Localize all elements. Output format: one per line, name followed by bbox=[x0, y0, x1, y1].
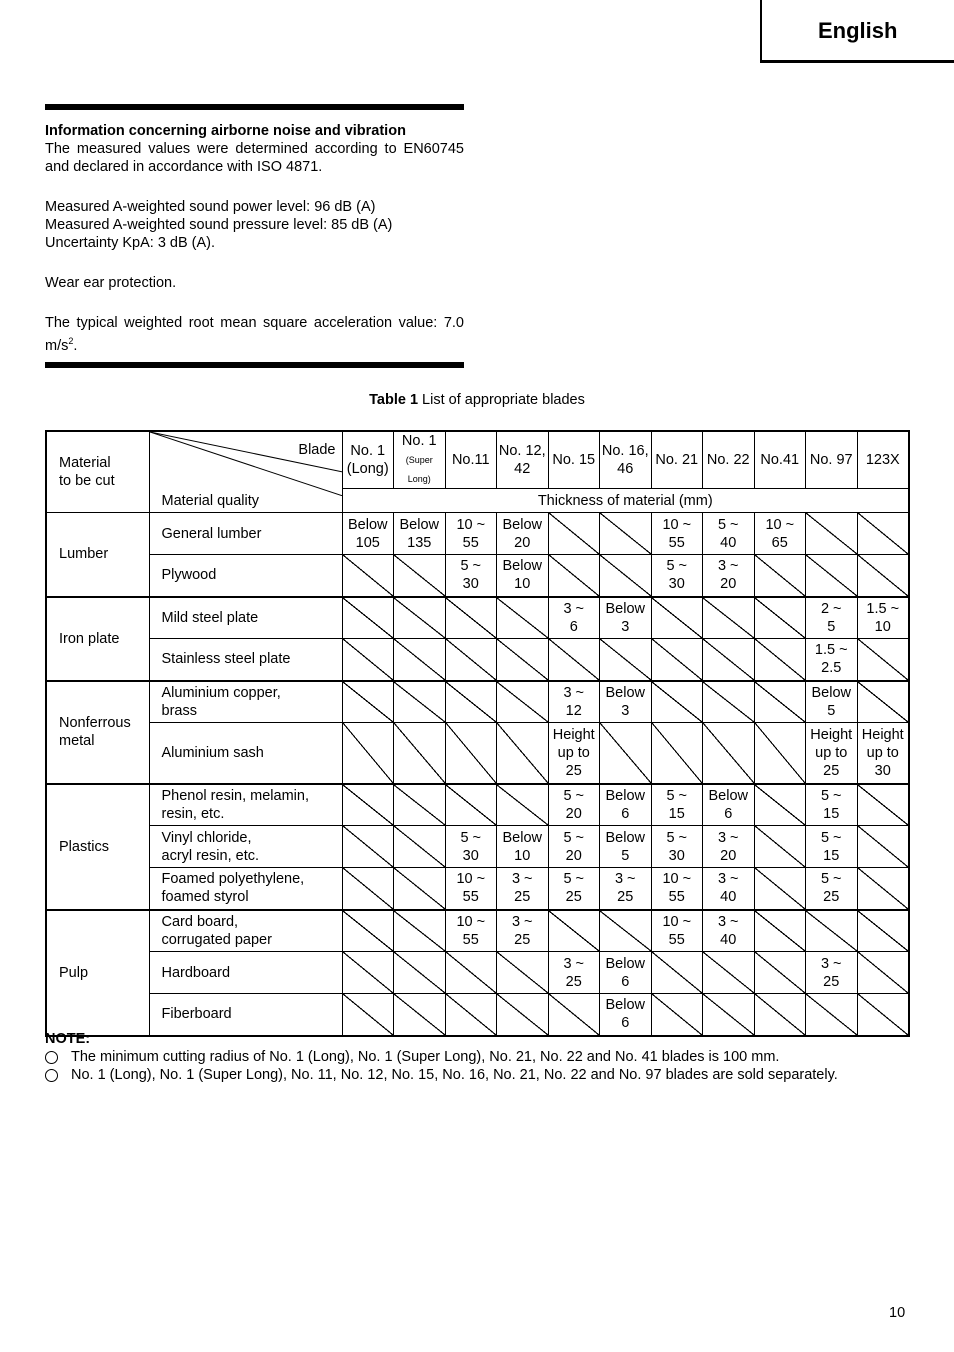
thickness-cell: Height up to 25 bbox=[806, 723, 858, 784]
not-applicable-cell bbox=[857, 639, 909, 681]
not-applicable-cell bbox=[394, 784, 446, 826]
not-applicable-cell bbox=[342, 681, 394, 723]
bottom-rule bbox=[45, 362, 464, 368]
thickness-cell: Below 6 bbox=[600, 952, 652, 994]
blade-header: No. 16, 46 bbox=[600, 431, 652, 489]
note-section bbox=[45, 1030, 908, 1084]
not-applicable-cell bbox=[445, 784, 497, 826]
thickness-cell: 5 ~ 25 bbox=[806, 868, 858, 910]
thickness-cell: 3 ~ 40 bbox=[703, 910, 755, 952]
not-applicable-cell bbox=[342, 868, 394, 910]
thickness-cell: Below 6 bbox=[600, 994, 652, 1036]
quality-cell: General lumber bbox=[149, 513, 342, 555]
table-row bbox=[46, 723, 909, 784]
not-applicable-cell bbox=[342, 597, 394, 639]
note-heading: NOTE: bbox=[45, 1031, 91, 1047]
blade-header: 123X bbox=[857, 431, 909, 489]
not-applicable-cell bbox=[857, 681, 909, 723]
thickness-cell: 3 ~ 25 bbox=[497, 868, 549, 910]
not-applicable-cell bbox=[703, 639, 755, 681]
category-cell: Iron plate bbox=[46, 597, 149, 681]
table-row bbox=[46, 555, 909, 597]
thickness-cell: 3 ~ 25 bbox=[600, 868, 652, 910]
thickness-cell: 5 ~ 20 bbox=[548, 784, 600, 826]
blade-label: Blade bbox=[298, 442, 336, 458]
circle-bullet-icon bbox=[45, 1051, 58, 1064]
blade-header: No. 21 bbox=[651, 431, 703, 489]
thickness-cell: Below 10 bbox=[497, 826, 549, 868]
not-applicable-cell bbox=[857, 868, 909, 910]
not-applicable-cell bbox=[548, 910, 600, 952]
not-applicable-cell bbox=[857, 910, 909, 952]
not-applicable-cell bbox=[754, 681, 806, 723]
not-applicable-cell bbox=[754, 597, 806, 639]
not-applicable-cell bbox=[497, 723, 549, 784]
not-applicable-cell bbox=[394, 555, 446, 597]
table-row bbox=[46, 826, 909, 868]
category-cell: Nonferrous metal bbox=[46, 681, 149, 784]
thickness-cell: 10 ~ 55 bbox=[445, 513, 497, 555]
not-applicable-cell bbox=[600, 513, 652, 555]
not-applicable-cell bbox=[806, 513, 858, 555]
quality-cell: Foamed polyethylene, foamed styrol bbox=[149, 868, 342, 910]
quality-cell: Aluminium sash bbox=[149, 723, 342, 784]
not-applicable-cell bbox=[548, 555, 600, 597]
not-applicable-cell bbox=[754, 784, 806, 826]
not-applicable-cell bbox=[394, 868, 446, 910]
thickness-cell: 2 ~ 5 bbox=[806, 597, 858, 639]
not-applicable-cell bbox=[497, 681, 549, 723]
thickness-cell: Below 5 bbox=[600, 826, 652, 868]
thickness-cell: 3 ~ 25 bbox=[806, 952, 858, 994]
thickness-cell: Height up to 30 bbox=[857, 723, 909, 784]
not-applicable-cell bbox=[394, 639, 446, 681]
info-intro: The measured values were determined according to EN60745 and declared in accordance with ISO 4871. bbox=[45, 141, 464, 175]
not-applicable-cell bbox=[445, 597, 497, 639]
not-applicable-cell bbox=[445, 639, 497, 681]
thickness-cell: 5 ~ 15 bbox=[651, 784, 703, 826]
language-tab bbox=[760, 0, 954, 63]
thickness-cell: 5 ~ 15 bbox=[806, 784, 858, 826]
blade-header: No. 12, 42 bbox=[497, 431, 549, 489]
not-applicable-cell bbox=[754, 952, 806, 994]
ear-protection-note: Wear ear protection. bbox=[45, 275, 177, 291]
blades-table bbox=[45, 430, 910, 1037]
thickness-cell: 5 ~ 30 bbox=[445, 555, 497, 597]
not-applicable-cell bbox=[394, 597, 446, 639]
not-applicable-cell bbox=[703, 952, 755, 994]
quality-label: Material quality bbox=[161, 493, 260, 509]
thickness-cell: 10 ~ 55 bbox=[445, 910, 497, 952]
vibration-value: The typical weighted root mean square acceleration value: 7.0 $m/s^2$. bbox=[45, 315, 464, 354]
not-applicable-cell bbox=[394, 952, 446, 994]
not-applicable-cell bbox=[497, 639, 549, 681]
thickness-cell: 1.5 ~ 2.5 bbox=[806, 639, 858, 681]
not-applicable-cell bbox=[806, 555, 858, 597]
category-cell: Lumber bbox=[46, 513, 149, 597]
top-rule bbox=[45, 104, 464, 110]
thickness-cell: 3 ~ 12 bbox=[548, 681, 600, 723]
thickness-cell: Below 3 bbox=[600, 597, 652, 639]
thickness-cell: 3 ~ 20 bbox=[703, 826, 755, 868]
thickness-cell: 3 ~ 6 bbox=[548, 597, 600, 639]
category-cell: Plastics bbox=[46, 784, 149, 910]
thickness-cell: Below 5 bbox=[806, 681, 858, 723]
blade-header: No. 97 bbox=[806, 431, 858, 489]
thickness-cell: 5 ~ 20 bbox=[548, 826, 600, 868]
header-row bbox=[46, 431, 909, 489]
quality-cell: Fiberboard bbox=[149, 994, 342, 1036]
table-row bbox=[46, 784, 909, 826]
thickness-cell: 5 ~ 15 bbox=[806, 826, 858, 868]
not-applicable-cell bbox=[600, 723, 652, 784]
not-applicable-cell bbox=[651, 639, 703, 681]
not-applicable-cell bbox=[651, 597, 703, 639]
not-applicable-cell bbox=[857, 784, 909, 826]
not-applicable-cell bbox=[342, 910, 394, 952]
thickness-cell: 5 ~ 25 bbox=[548, 868, 600, 910]
thickness-cell: 10 ~ 55 bbox=[651, 868, 703, 910]
quality-cell: Mild steel plate bbox=[149, 597, 342, 639]
not-applicable-cell bbox=[548, 639, 600, 681]
not-applicable-cell bbox=[600, 639, 652, 681]
blade-header: No.11 bbox=[445, 431, 497, 489]
table-row bbox=[46, 597, 909, 639]
not-applicable-cell bbox=[857, 952, 909, 994]
corner-header bbox=[149, 431, 342, 513]
not-applicable-cell bbox=[754, 868, 806, 910]
note-item: The minimum cutting radius of No. 1 (Long), No. 1 (Super Long), No. 21, No. 22 and No. 41 blades is 100 mm. bbox=[45, 1048, 908, 1066]
quality-cell: Plywood bbox=[149, 555, 342, 597]
blade-header: No. 1 (Long) bbox=[342, 431, 394, 489]
noise-vibration-info bbox=[45, 104, 464, 368]
thickness-cell: 10 ~ 55 bbox=[445, 868, 497, 910]
not-applicable-cell bbox=[445, 723, 497, 784]
not-applicable-cell bbox=[754, 910, 806, 952]
table-row bbox=[46, 513, 909, 555]
quality-cell: Vinyl chloride, acryl resin, etc. bbox=[149, 826, 342, 868]
thickness-cell: 3 ~ 20 bbox=[703, 555, 755, 597]
blade-header: No.41 bbox=[754, 431, 806, 489]
not-applicable-cell bbox=[497, 952, 549, 994]
thickness-cell: Below 20 bbox=[497, 513, 549, 555]
not-applicable-cell bbox=[651, 723, 703, 784]
thickness-cell: 10 ~ 55 bbox=[651, 910, 703, 952]
not-applicable-cell bbox=[394, 910, 446, 952]
not-applicable-cell bbox=[342, 639, 394, 681]
not-applicable-cell bbox=[342, 784, 394, 826]
thickness-cell: 10 ~ 65 bbox=[754, 513, 806, 555]
not-applicable-cell bbox=[754, 639, 806, 681]
thickness-cell: Below 6 bbox=[600, 784, 652, 826]
thickness-cell: 10 ~ 55 bbox=[651, 513, 703, 555]
not-applicable-cell bbox=[754, 723, 806, 784]
thickness-cell: 1.5 ~ 10 bbox=[857, 597, 909, 639]
not-applicable-cell bbox=[600, 555, 652, 597]
table-row bbox=[46, 952, 909, 994]
not-applicable-cell bbox=[394, 723, 446, 784]
thickness-cell: Below 105 bbox=[342, 513, 394, 555]
thickness-cell: 3 ~ 25 bbox=[548, 952, 600, 994]
language-label: English bbox=[818, 18, 898, 43]
blade-header: No. 22 bbox=[703, 431, 755, 489]
not-applicable-cell bbox=[497, 597, 549, 639]
table-row bbox=[46, 639, 909, 681]
not-applicable-cell bbox=[548, 513, 600, 555]
not-applicable-cell bbox=[754, 826, 806, 868]
quality-cell: Hardboard bbox=[149, 952, 342, 994]
not-applicable-cell bbox=[600, 910, 652, 952]
thickness-cell: 5 ~ 30 bbox=[445, 826, 497, 868]
sound-power-level: Measured A-weighted sound power level: 96 dB (A) bbox=[45, 199, 376, 215]
quality-cell: Aluminium copper, brass bbox=[149, 681, 342, 723]
quality-cell: Card board, corrugated paper bbox=[149, 910, 342, 952]
not-applicable-cell bbox=[651, 952, 703, 994]
thickness-cell: 3 ~ 25 bbox=[497, 910, 549, 952]
not-applicable-cell bbox=[651, 681, 703, 723]
category-cell: Pulp bbox=[46, 910, 149, 1036]
thickness-cell: 5 ~ 30 bbox=[651, 555, 703, 597]
not-applicable-cell bbox=[342, 723, 394, 784]
blade-header: No. 15 bbox=[548, 431, 600, 489]
thickness-cell: Below 3 bbox=[600, 681, 652, 723]
not-applicable-cell bbox=[857, 555, 909, 597]
info-title: Information concerning airborne noise and vibration bbox=[45, 123, 406, 139]
not-applicable-cell bbox=[754, 555, 806, 597]
thickness-cell: Below 10 bbox=[497, 555, 549, 597]
thickness-cell: 5 ~ 40 bbox=[703, 513, 755, 555]
not-applicable-cell bbox=[703, 597, 755, 639]
not-applicable-cell bbox=[445, 681, 497, 723]
table-row bbox=[46, 910, 909, 952]
thickness-header: Thickness of material (mm) bbox=[342, 489, 909, 513]
not-applicable-cell bbox=[497, 784, 549, 826]
not-applicable-cell bbox=[857, 513, 909, 555]
not-applicable-cell bbox=[394, 681, 446, 723]
table-row bbox=[46, 681, 909, 723]
not-applicable-cell bbox=[703, 723, 755, 784]
not-applicable-cell bbox=[342, 952, 394, 994]
page-number: 10 bbox=[889, 1305, 906, 1321]
not-applicable-cell bbox=[703, 681, 755, 723]
not-applicable-cell bbox=[857, 826, 909, 868]
not-applicable-cell bbox=[342, 826, 394, 868]
thickness-cell: Height up to 25 bbox=[548, 723, 600, 784]
material-header: Material to be cut bbox=[46, 431, 149, 513]
thickness-cell: 3 ~ 40 bbox=[703, 868, 755, 910]
not-applicable-cell bbox=[445, 952, 497, 994]
blade-header: No. 1 (Super Long) bbox=[394, 431, 446, 489]
not-applicable-cell bbox=[394, 826, 446, 868]
note-item: No. 1 (Long), No. 1 (Super Long), No. 11, No. 12, No. 15, No. 16, No. 21, No. 22 and No. 97 blades are sold separately. bbox=[45, 1066, 908, 1084]
quality-cell: Phenol resin, melamin, resin, etc. bbox=[149, 784, 342, 826]
not-applicable-cell bbox=[342, 555, 394, 597]
thickness-cell: Below 6 bbox=[703, 784, 755, 826]
sound-pressure-level: Measured A-weighted sound pressure level: 85 dB (A) bbox=[45, 217, 393, 233]
uncertainty: Uncertainty KpA: 3 dB (A). bbox=[45, 235, 216, 251]
thickness-cell: Below 135 bbox=[394, 513, 446, 555]
not-applicable-cell bbox=[806, 910, 858, 952]
thickness-cell: 5 ~ 30 bbox=[651, 826, 703, 868]
quality-cell: Stainless steel plate bbox=[149, 639, 342, 681]
circle-bullet-icon bbox=[45, 1069, 58, 1082]
table-row bbox=[46, 868, 909, 910]
table-caption: Table 1 List of appropriate blades bbox=[369, 392, 585, 408]
